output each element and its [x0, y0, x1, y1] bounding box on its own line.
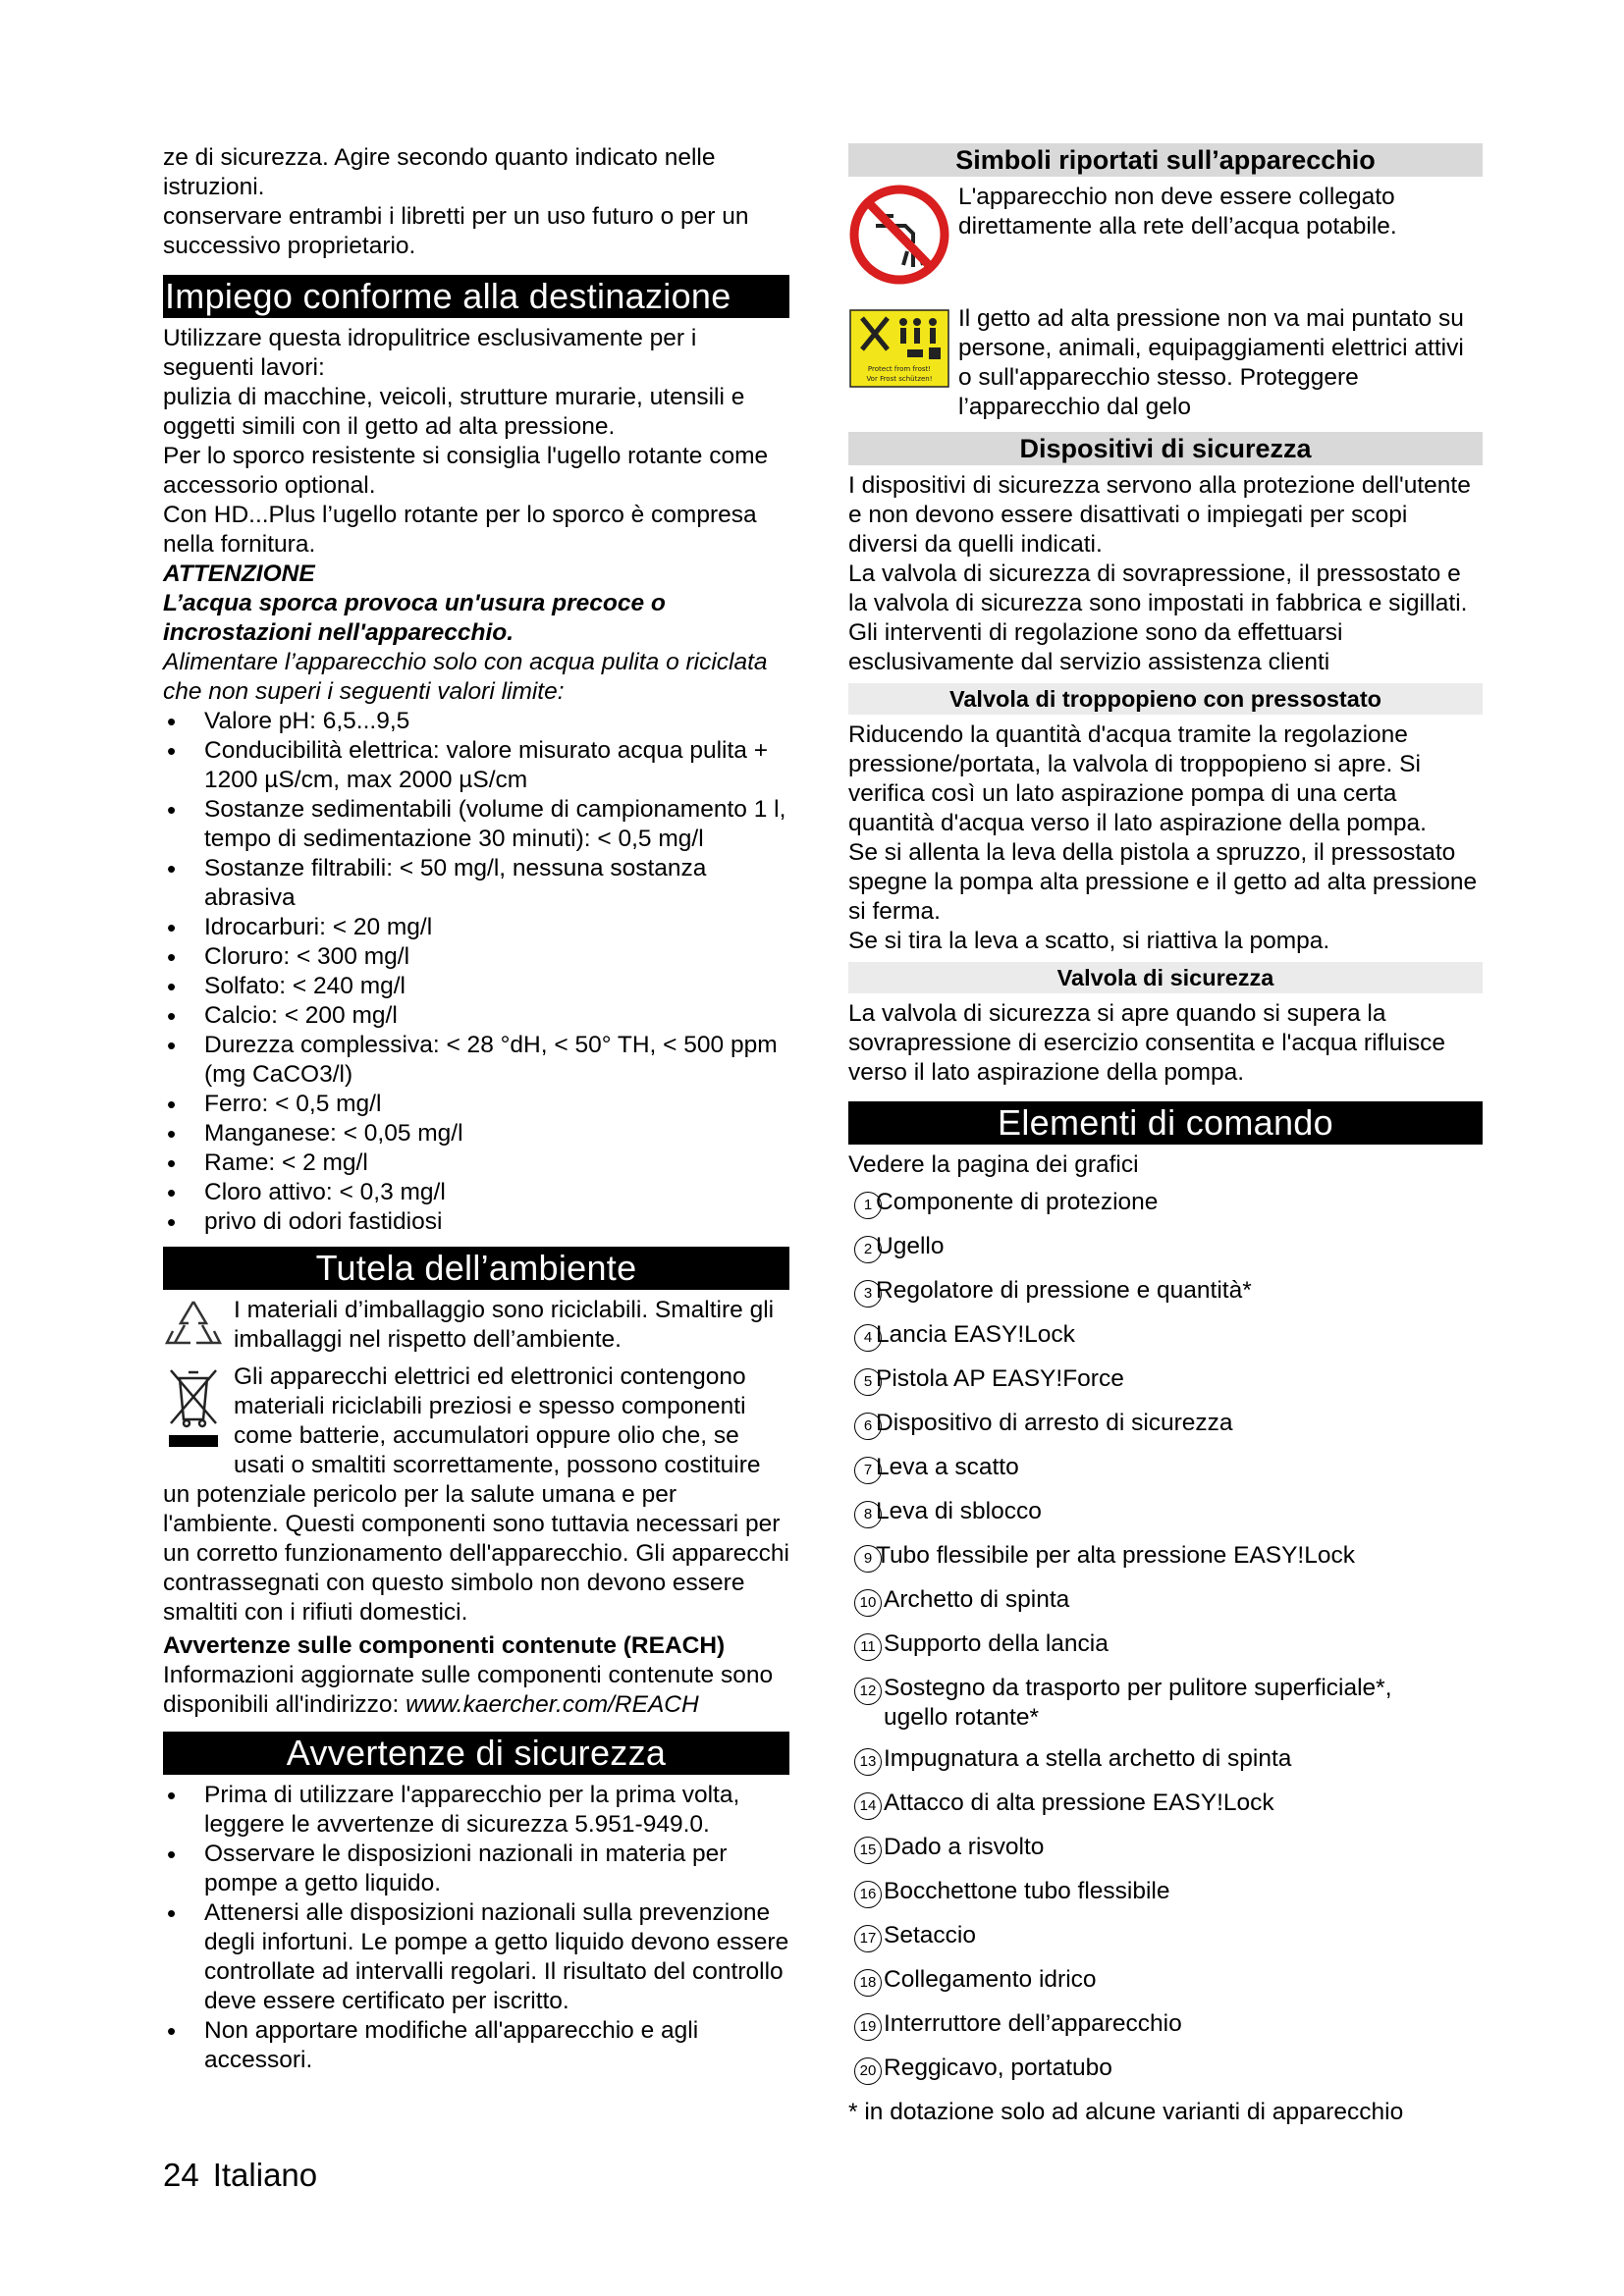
water-limits-list [163, 707, 789, 1237]
attention-label: ATTENZIONE [163, 561, 315, 587]
item-number: 16 [854, 1881, 882, 1908]
elementi-intro: Vedere la pagina dei grafici [848, 1151, 1139, 1178]
weee-bin-icon [163, 1362, 234, 1453]
recycle-text: I materiali d’imballaggio sono riciclabili. Smaltire gli imballaggi nel rispetto dell’ambiente. [234, 1297, 775, 1353]
weee-text: Gli apparecchi elettrici ed elettronici contengono materiali riciclabili preziosi e spesso componenti come batterie, accumulatori oppure olio che, se usati o smaltiti scorrettamente, possono costituire un potenziale pericolo per la salute umana e per l'ambiente. Questi componenti sono tuttavia necessari per un corretto funzionamento dell'apparecchio. Gli apparecchi contrassegnati con questo simbolo non devono essere smaltiti con i rifiuti domestici. [163, 1363, 789, 1626]
frost-label-2: Vor Frost schützen! [866, 375, 933, 383]
symbol-row-1 [848, 183, 1483, 294]
item-label: Ugello [876, 1233, 945, 1259]
item-number: 19 [854, 2013, 882, 2041]
item-label: Interruttore dell’apparecchio [884, 2010, 1182, 2037]
item-label: Leva di sblocco [876, 1498, 1042, 1524]
paragraph: Se si tira la leva a scatto, si riattiva la pompa. [848, 928, 1330, 954]
page-footer [163, 2156, 317, 2195]
item-number: 17 [854, 1925, 882, 1952]
left-column [163, 143, 789, 2075]
control-item [848, 1276, 1483, 1320]
item-label: Bocchettone tubo flessibile [884, 1878, 1170, 1904]
frost-label-1: Protect from frost! [867, 365, 932, 373]
paragraph: Utilizzare questa idropulitrice esclusivamente per i seguenti lavori: [163, 325, 697, 381]
weee-block [163, 1362, 789, 1628]
section-title-dispositivi: Dispositivi di sicurezza [848, 432, 1483, 465]
list-item: • Osservare le disposizioni nazionali in materia per pompe a getto liquido. [163, 1840, 789, 1898]
item-number: 13 [854, 1748, 882, 1776]
item-label: Impugnatura a stella archetto di spinta [884, 1745, 1292, 1772]
list-item: • Sostanze sedimentabili (volume di campionamento 1 l, tempo di sedimentazione 30 minuti): < 0,5 mg/l [163, 795, 789, 854]
no-drinking-water-icon [848, 183, 958, 294]
list-item: • Prima di utilizzare l'apparecchio per la prima volta, leggere le avvertenze di sicurezza 5.951-949.0. [163, 1781, 789, 1840]
control-item [848, 1320, 1483, 1364]
control-item [848, 1877, 1483, 1921]
item-number: 15 [854, 1837, 882, 1864]
item-label: Pistola AP EASY!Force [876, 1365, 1124, 1392]
reach-heading: Avvertenze sulle componenti contenute (REACH) [163, 1632, 726, 1659]
item-number: 2 [854, 1236, 882, 1263]
list-item: • Manganese: < 0,05 mg/l [163, 1119, 789, 1148]
item-label: Archetto di spinta [884, 1586, 1070, 1613]
paragraph: La valvola di sicurezza si apre quando si supera la sovrapressione di esercizio consentita e l'acqua rifluisce verso il lato aspirazione della pompa. [848, 1000, 1445, 1086]
list-item: • Durezza complessiva: < 28 °dH, < 50° TH, < 500 ppm (mg CaCO3/l) [163, 1031, 789, 1090]
item-number: 1 [854, 1192, 882, 1219]
item-label: Reggicavo, portatubo [884, 2055, 1112, 2081]
section-title-valvola: Valvola di sicurezza [848, 962, 1483, 993]
symbol-2-text: Il getto ad alta pressione non va mai puntato su persone, animali, equipaggiamenti elettrici attivi o sull'apparecchio stesso. Proteggere l’apparecchio dal gelo [958, 305, 1464, 420]
item-number: 12 [854, 1678, 882, 1705]
footnote: * in dotazione solo ad alcune varianti di apparecchio [848, 2099, 1404, 2125]
list-item: • Sostanze filtrabili: < 50 mg/l, nessuna sostanza abrasiva [163, 854, 789, 913]
list-item: • Idrocarburi: < 20 mg/l [163, 913, 789, 942]
control-item [848, 1789, 1483, 1833]
control-item [848, 2009, 1483, 2054]
control-item [848, 1965, 1483, 2009]
item-number: 18 [854, 1969, 882, 1997]
paragraph: pulizia di macchine, veicoli, strutture murarie, utensili e oggetti simili con il getto ad alta pressione. [163, 384, 745, 440]
control-item [848, 1232, 1483, 1276]
control-item [848, 1674, 1483, 1744]
section-title-tutela: Tutela dell’ambiente [163, 1247, 789, 1290]
control-item [848, 2054, 1483, 2098]
control-item [848, 1364, 1483, 1409]
control-item [848, 1629, 1483, 1674]
list-item: • privo di odori fastidiosi [163, 1207, 789, 1237]
item-label: Sostegno da trasporto per pulitore superficiale*, ugello rotante* [884, 1675, 1392, 1731]
list-item: • Solfato: < 240 mg/l [163, 972, 789, 1001]
section-title-simboli: Simboli riportati sull’apparecchio [848, 143, 1483, 177]
attention-text: L’acqua sporca provoca un'usura precoce o incrostazioni nell'apparecchio. [163, 590, 666, 646]
recycle-icon [163, 1296, 234, 1362]
item-number: 14 [854, 1792, 882, 1820]
item-label: Leva a scatto [876, 1454, 1019, 1480]
item-number: 10 [854, 1589, 882, 1617]
list-item: • Cloro attivo: < 0,3 mg/l [163, 1178, 789, 1207]
control-item [848, 1541, 1483, 1585]
control-item [848, 1744, 1483, 1789]
paragraph: I dispositivi di sicurezza servono alla protezione dell'utente e non devono essere disattivati o impiegati per scopi diversi da quelli indicati. [848, 472, 1471, 558]
item-label: Collegamento idrico [884, 1966, 1097, 1993]
list-item: • Calcio: < 200 mg/l [163, 1001, 789, 1031]
section-title-avvertenze: Avvertenze di sicurezza [163, 1732, 789, 1775]
item-label: Componente di protezione [876, 1189, 1159, 1215]
item-label: Dispositivo di arresto di sicurezza [876, 1410, 1233, 1436]
paragraph: Per lo sporco resistente si consiglia l'ugello rotante come accessorio optional. [163, 443, 769, 499]
item-number: 6 [854, 1413, 882, 1440]
item-number: 9 [854, 1545, 882, 1573]
paragraph: Con HD...Plus l’ugello rotante per lo sporco è compresa nella fornitura. [163, 502, 757, 558]
safety-list [163, 1781, 789, 2075]
item-label: Setaccio [884, 1922, 976, 1949]
item-number: 5 [854, 1368, 882, 1396]
item-label: Attacco di alta pressione EASY!Lock [884, 1789, 1274, 1816]
section-title-troppopieno: Valvola di troppopieno con pressostato [848, 683, 1483, 715]
section-title-impiego: Impiego conforme alla destinazione [163, 275, 789, 318]
control-item [848, 1453, 1483, 1497]
list-item: • Conducibilità elettrica: valore misurato acqua pulita + 1200 µS/cm, max 2000 µS/cm [163, 736, 789, 795]
list-item: • Non apportare modifiche all'apparecchio e agli accessori. [163, 2016, 789, 2075]
paragraph: Se si allenta la leva della pistola a spruzzo, il pressostato spegne la pompa alta pressione e il getto ad alta pressione si ferma. [848, 839, 1478, 925]
control-item [848, 1497, 1483, 1541]
high-pressure-warning-icon [848, 304, 958, 397]
item-number: 20 [854, 2057, 882, 2085]
list-item: • Ferro: < 0,5 mg/l [163, 1090, 789, 1119]
control-item [848, 1409, 1483, 1453]
item-label: Lancia EASY!Lock [876, 1321, 1075, 1348]
list-item: • Cloruro: < 300 mg/l [163, 942, 789, 972]
list-item: • Rame: < 2 mg/l [163, 1148, 789, 1178]
item-number: 7 [854, 1457, 882, 1484]
item-number: 4 [854, 1324, 882, 1352]
item-number: 8 [854, 1501, 882, 1528]
item-label: Regolatore di pressione e quantità* [876, 1277, 1252, 1304]
reach-link[interactable]: www.kaercher.com/REACH [406, 1691, 699, 1718]
paragraph: La valvola di sicurezza di sovrapressione, il pressostato e la valvola di sicurezza sono impostati in fabbrica e sigillati. Gli interventi di regolazione sono da effettuarsi esclusivamente dal servizio assistenza clienti [848, 561, 1468, 675]
water-limits-intro: Alimentare l’apparecchio solo con acqua pulita o riciclata che non superi i seguenti valori limite: [163, 649, 768, 705]
reach-text: Informazioni aggiornate sulle componenti contenute sono disponibili all'indirizzo: www.kaercher.com/REACH [163, 1662, 774, 1718]
section-title-elementi: Elementi di comando [848, 1101, 1483, 1145]
list-item: • Attenersi alle disposizioni nazionali sulla prevenzione degli infortuni. Le pompe a getto liquido devono essere controllate ad intervalli regolari. Il risultato del controllo deve essere certificato per iscritto. [163, 1898, 789, 2016]
item-number: 3 [854, 1280, 882, 1308]
controls-list [848, 1188, 1483, 2098]
intro-line: ze di sicurezza. Agire secondo quanto indicato nelle istruzioni. [163, 144, 716, 200]
list-item: • Valore pH: 6,5...9,5 [163, 707, 789, 736]
control-item [848, 1585, 1483, 1629]
recycle-block [163, 1296, 789, 1362]
item-label: Supporto della lancia [884, 1630, 1109, 1657]
intro-line: conservare entrambi i libretti per un uso futuro o per un successivo proprietario. [163, 203, 749, 259]
page-language: Italiano [212, 2157, 318, 2193]
item-label: Dado a risvolto [884, 1834, 1045, 1860]
right-column [848, 143, 1483, 2127]
item-label: Tubo flessibile per alta pressione EASY!Lock [876, 1542, 1355, 1569]
control-item [848, 1833, 1483, 1877]
symbol-row-2 [848, 304, 1483, 422]
control-item [848, 1921, 1483, 1965]
item-number: 11 [854, 1633, 882, 1661]
page-number: 24 [163, 2157, 199, 2193]
paragraph: Riducendo la quantità d'acqua tramite la regolazione pressione/portata, la valvola di troppopieno si apre. Si verifica così un lato aspirazione pompa di una certa quantità d'acqua verso il lato aspirazione della pompa. [848, 721, 1427, 836]
symbol-1-text: L'apparecchio non deve essere collegato direttamente alla rete dell’acqua potabile. [958, 184, 1397, 240]
control-item [848, 1188, 1483, 1232]
